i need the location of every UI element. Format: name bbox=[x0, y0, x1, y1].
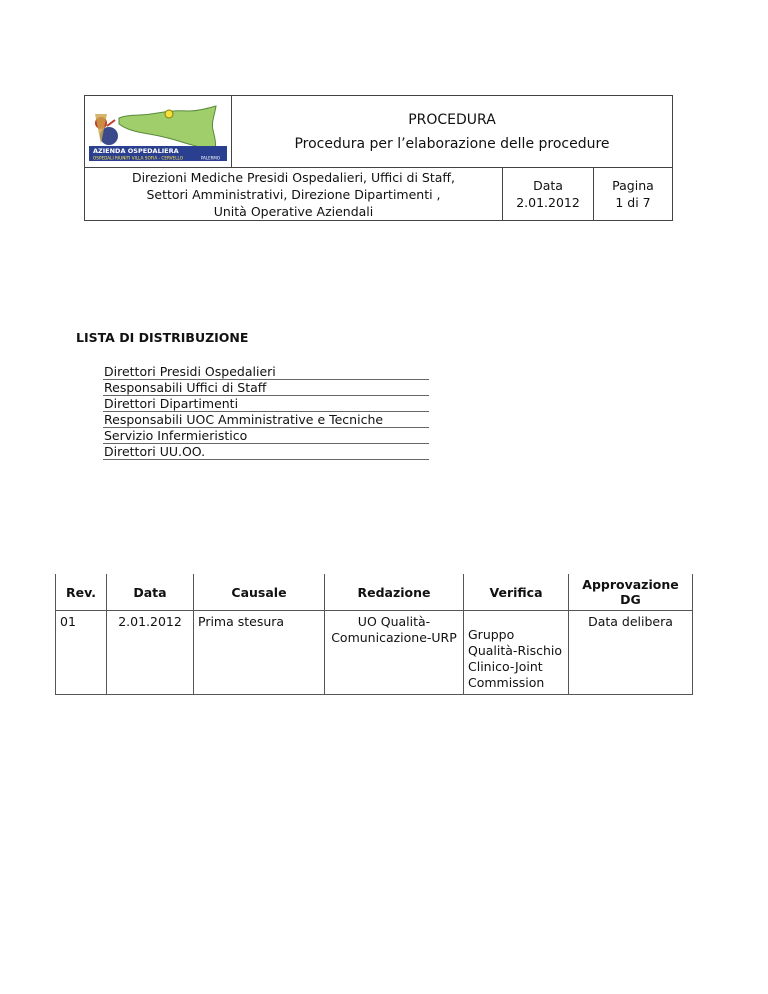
cell-verifica-line: Commission bbox=[468, 675, 545, 690]
date-cell bbox=[503, 168, 594, 221]
cell-verifica-line: Gruppo bbox=[468, 627, 515, 642]
date-value: 2.01.2012 bbox=[516, 195, 580, 210]
list-item: Responsabili Uffici di Staff bbox=[103, 380, 429, 396]
header-approvazione bbox=[569, 574, 693, 611]
document-type: PROCEDURA bbox=[408, 111, 496, 128]
recipients-cell bbox=[85, 168, 503, 221]
logo-text: AZIENDA OSPEDALIERA bbox=[93, 147, 179, 155]
date-label: Data bbox=[533, 178, 563, 193]
logo-city: PALERMO bbox=[201, 155, 221, 161]
header-redazione: Redazione bbox=[325, 574, 464, 611]
header-rev: Rev. bbox=[56, 574, 107, 611]
header-data: Data bbox=[107, 574, 194, 611]
header-verifica: Verifica bbox=[464, 574, 569, 611]
cell-approvazione: Data delibera bbox=[569, 611, 693, 695]
document-header-table bbox=[84, 95, 673, 221]
table-row bbox=[56, 611, 693, 695]
document-title: Procedura per l’elaborazione delle procedure bbox=[294, 135, 610, 152]
header-approvazione-line1: Approvazione bbox=[582, 577, 679, 592]
table-header-row bbox=[56, 574, 693, 611]
hospital-logo bbox=[85, 96, 231, 163]
cell-data: 2.01.2012 bbox=[107, 611, 194, 695]
revision-table bbox=[55, 574, 693, 695]
cell-verifica bbox=[464, 611, 569, 695]
list-item: Responsabili UOC Amministrative e Tecniche bbox=[103, 412, 429, 428]
page-value: 1 di 7 bbox=[615, 195, 651, 210]
cell-redazione-line: Comunicazione-URP bbox=[331, 630, 457, 645]
list-item: Direttori Presidi Ospedalieri bbox=[103, 364, 429, 380]
recipients-line: Direzioni Mediche Presidi Ospedalieri, Uffici di Staff, bbox=[131, 169, 456, 185]
cell-causale: Prima stesura bbox=[194, 611, 325, 695]
page-label: Pagina bbox=[612, 178, 654, 193]
palermo-marker-icon bbox=[165, 110, 173, 118]
page-cell bbox=[594, 168, 673, 221]
list-item: Servizio Infermieristico bbox=[103, 428, 429, 444]
list-item: Direttori Dipartimenti bbox=[103, 396, 429, 412]
distribution-title: LISTA DI DISTRIBUZIONE bbox=[76, 330, 249, 345]
title-cell bbox=[232, 96, 673, 168]
list-item: Direttori UU.OO. bbox=[103, 444, 429, 460]
caduceus-emblem-icon bbox=[95, 114, 118, 145]
cell-rev: 01 bbox=[56, 611, 107, 695]
recipients-line: Settori Amministrativi, Direzione Dipartimenti , bbox=[146, 186, 441, 202]
cell-redazione bbox=[325, 611, 464, 695]
cell-verifica-line: Qualità-Rischio bbox=[468, 643, 563, 658]
logo-cell bbox=[85, 96, 232, 168]
distribution-list bbox=[103, 364, 429, 460]
header-causale: Causale bbox=[194, 574, 325, 611]
cell-redazione-line: UO Qualità- bbox=[357, 614, 431, 629]
cell-verifica-line: Clinico-Joint bbox=[468, 659, 543, 674]
header-approvazione-line2: DG bbox=[620, 592, 641, 607]
logo-subtext: OSPEDALI RIUNITI VILLA SOFIA - CERVELLO bbox=[93, 155, 184, 161]
recipients-line: Unità Operative Aziendali bbox=[213, 203, 374, 219]
